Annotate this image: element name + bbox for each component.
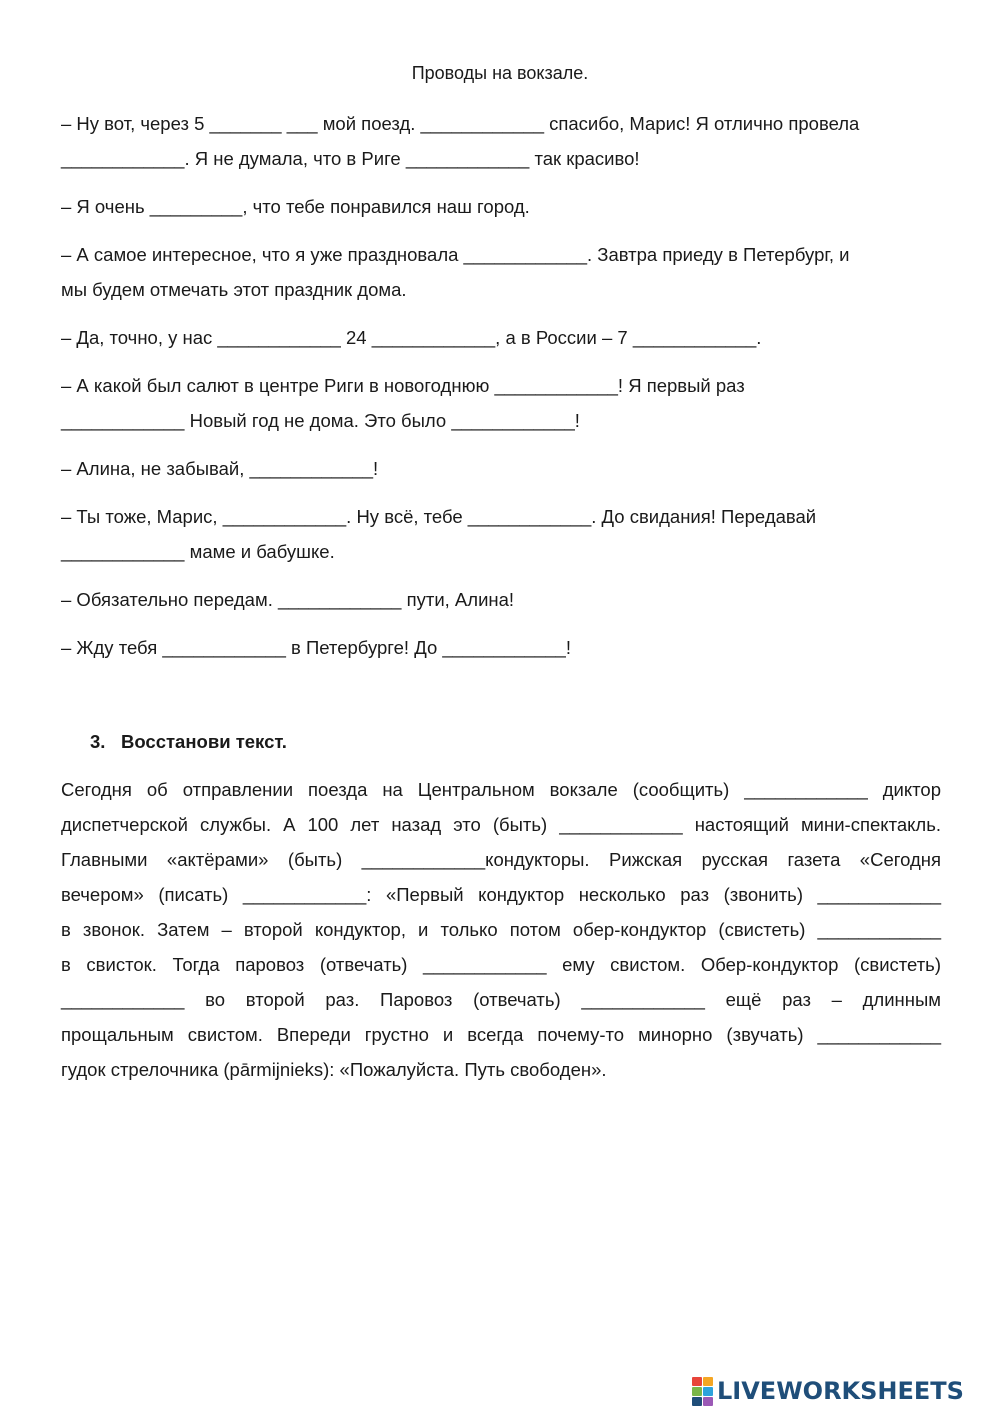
- logo-square: [692, 1397, 702, 1406]
- dialog-line-text: ____________ Новый год не дома. Это было ____________!: [61, 410, 580, 431]
- logo-square: [703, 1377, 713, 1386]
- story-line: Главными «актёрами» (быть) ____________кондукторы. Рижская русская газета «Сегодня: [61, 849, 941, 870]
- logo-square: [692, 1377, 702, 1386]
- dialog-line: [61, 582, 941, 617]
- dialog-line: [61, 106, 941, 176]
- story-line: вечером» (писать) ____________: «Первый кондуктор несколько раз (звонить) ____________: [61, 884, 941, 905]
- dialog-line: [61, 499, 941, 569]
- story-line: Сегодня об отправлении поезда на Центральном вокзале (сообщить) ____________ диктор: [61, 779, 941, 800]
- dialog-line-text: – А самое интересное, что я уже праздновала ____________. Завтра приеду в Петербург, и: [61, 244, 850, 265]
- dialog-line-text: мы будем отмечать этот праздник дома.: [61, 279, 407, 300]
- dialog-line-text: – Обязательно передам. ____________ пути, Алина!: [61, 589, 515, 610]
- story-line: в свисток. Тогда паровоз (отвечать) ____________ ему свистом. Обер-кондуктор (свистеть): [61, 954, 941, 975]
- dialog-line-text: – Да, точно, у нас ____________ 24 ____________, а в России – 7 ____________.: [61, 327, 762, 348]
- logo-text: LIVEWORKSHEETS: [717, 1377, 964, 1405]
- section-3-heading: [90, 730, 287, 754]
- story-line: прощальным свистом. Впереди грустно и всегда почему-то минорно (звучать) ____________: [61, 1024, 941, 1045]
- dialog-line-text: – Ну вот, через 5 _______ ___ мой поезд. ____________ спасибо, Марис! Я отлично провела: [61, 113, 860, 134]
- logo-square: [703, 1397, 713, 1406]
- dialog-line: [61, 320, 941, 355]
- dialog-line-text: – Алина, не забывай, ____________!: [61, 458, 379, 479]
- dialog-line-text: ____________ маме и бабушке.: [61, 541, 335, 562]
- section-number: 3.: [90, 731, 106, 752]
- dialog-line: [61, 630, 941, 665]
- logo-square: [692, 1387, 702, 1396]
- logo-mark-icon: [692, 1377, 713, 1406]
- dialog-line-text: – Ты тоже, Марис, ____________. Ну всё, тебе ____________. До свидания! Передавай: [61, 506, 817, 527]
- story-line: в звонок. Затем – второй кондуктор, и только потом обер-кондуктор (свистеть) ____________: [61, 919, 941, 940]
- liveworksheets-logo: [692, 1376, 964, 1406]
- story-line: диспетчерской службы. А 100 лет назад это (быть) ____________ настоящий мини-спектакль.: [61, 814, 941, 835]
- dialog-text: [61, 106, 941, 678]
- dialog-line-text: – Жду тебя ____________ в Петербурге! До ____________!: [61, 637, 571, 658]
- dialog-line: [61, 189, 941, 224]
- section-title: Восстанови текст.: [121, 731, 287, 752]
- page-title: Проводы на вокзале.: [411, 63, 589, 83]
- dialog-line-text: – Я очень _________, что тебе понравился наш город.: [61, 196, 530, 217]
- story-line: гудок стрелочника (pārmijnieks): «Пожалуйста. Путь свободен».: [61, 1059, 607, 1080]
- dialog-line-text: – А какой был салют в центре Риги в новогоднюю ____________! Я первый раз: [61, 375, 745, 396]
- dialog-line-text: ____________. Я не думала, что в Риге ____________ так красиво!: [61, 148, 640, 169]
- dialog-line: [61, 237, 941, 307]
- dialog-line: [61, 451, 941, 486]
- dialog-line: [61, 368, 941, 438]
- logo-square: [703, 1387, 713, 1396]
- story-text: [61, 772, 941, 1087]
- story-line: ____________ во второй раз. Паровоз (отвечать) ____________ ещё раз – длинным: [61, 989, 941, 1010]
